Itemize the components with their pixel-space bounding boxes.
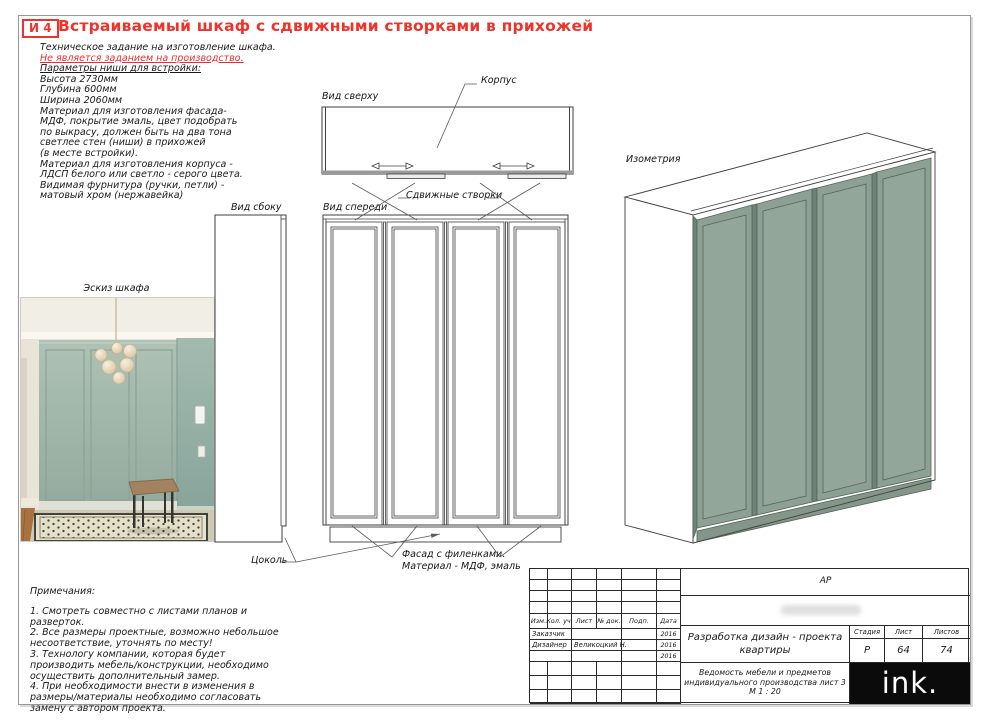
photo-room <box>21 298 214 541</box>
sketch-photo-label: Эскиз шкафа <box>83 283 150 294</box>
empty-cell <box>572 602 597 614</box>
empty-cell <box>572 580 597 591</box>
empty-cell <box>548 569 572 580</box>
callout-facade-line2: Материал - МДФ, эмаль <box>402 561 521 572</box>
spec-line: Видимая фурнитура (ручки, петли) - <box>40 179 225 191</box>
col-header: № док. <box>597 614 622 629</box>
empty-cell <box>622 591 657 602</box>
title-block <box>529 568 969 703</box>
empty-cell <box>572 676 597 690</box>
spec-line: Параметры ниши для встройки: <box>40 63 202 75</box>
view-label-front: Вид спереди <box>323 202 388 213</box>
note-item: 1. Смотреть совместно с листами планов и разверток. <box>30 605 248 628</box>
empty-cell <box>530 580 548 591</box>
row-date: 2016 <box>657 651 681 662</box>
row-name <box>572 651 622 662</box>
callout-sliding-doors: Сдвижные створки <box>406 190 503 201</box>
empty-cell <box>572 569 597 580</box>
row-sign <box>622 651 657 662</box>
empty-cell <box>548 602 572 614</box>
empty-cell <box>530 690 548 704</box>
empty-cell <box>657 602 681 614</box>
col-header: Изм. <box>530 614 548 629</box>
row-sign <box>622 640 657 651</box>
spec-line: светлее стен (ниши) в прихожей <box>40 137 206 149</box>
col-header: Дата <box>657 614 681 629</box>
empty-cell <box>548 690 572 704</box>
sheets-total: 74 <box>923 639 970 663</box>
callout-plinth: Цоколь <box>251 555 288 566</box>
spec-line: по выкрасу, должен быть на два тона <box>40 126 232 138</box>
empty-cell <box>548 580 572 591</box>
empty-cell <box>597 591 622 602</box>
empty-cell <box>530 602 548 614</box>
spec-line-height: Высота 2730мм <box>40 73 118 85</box>
empty-cell <box>657 690 681 704</box>
empty-cell <box>622 569 657 580</box>
spec-line: Техническое задание на изготовление шкафа. <box>40 42 276 53</box>
doc-line: Ведомость мебели и предметов <box>698 668 832 677</box>
notes-heading: Примечания: <box>30 586 96 597</box>
view-label-iso: Изометрия <box>626 154 681 165</box>
empty-cell <box>530 591 548 602</box>
hallway-photo <box>20 297 215 542</box>
view-label-top: Вид сверху <box>322 91 379 102</box>
project-title-cell <box>681 626 850 663</box>
front-view-drawing <box>323 215 568 542</box>
row-date: 2016 <box>657 640 681 651</box>
row-date: 2016 <box>657 629 681 640</box>
project-line: Разработка дизайн - проекта <box>687 632 843 643</box>
col-header: Кол. уч. <box>548 614 572 629</box>
spec-line: ЛДСП белого или светло - серого цвета. <box>40 169 243 181</box>
spec-line-width: Ширина 2060мм <box>40 94 123 106</box>
col-header: Лист <box>572 614 597 629</box>
empty-cell <box>657 569 681 580</box>
spec-line: Материал для изготовления корпуса - <box>40 158 233 170</box>
empty-cell <box>597 580 622 591</box>
view-label-side: Вид сбоку <box>231 202 282 213</box>
row-role: Заказчик <box>530 629 572 640</box>
doc-line: индивидуального производства лист 3 <box>684 677 846 687</box>
empty-cell <box>530 569 548 580</box>
note-item: 2. Все размеры проектные, возможно небольшое несоответствие, уточнять по месту! <box>30 627 279 650</box>
photo-floor <box>21 508 214 541</box>
spec-line-depth: Глубина 600мм <box>40 84 117 96</box>
empty-cell <box>622 690 657 704</box>
empty-cell <box>622 676 657 690</box>
side-view-drawing <box>215 215 286 542</box>
sheet-label: Лист <box>885 626 923 639</box>
empty-cell <box>597 676 622 690</box>
empty-cell <box>572 662 597 676</box>
section-code-cell: АР <box>681 569 970 596</box>
callout-facade-line1: Фасад с филенками. <box>402 549 506 560</box>
empty-cell <box>622 602 657 614</box>
empty-cell <box>548 676 572 690</box>
empty-cell <box>657 591 681 602</box>
sheet-number: 64 <box>885 639 923 663</box>
row-sign <box>622 629 657 640</box>
empty-cell <box>572 591 597 602</box>
stage-value: Р <box>850 639 885 663</box>
empty-cell <box>597 569 622 580</box>
empty-cell <box>530 676 548 690</box>
empty-cell <box>548 662 572 676</box>
empty-cell <box>657 580 681 591</box>
spec-warning-line: Не является заданием на производство. <box>40 52 244 64</box>
row-role <box>530 651 572 662</box>
erased-text-smudge <box>781 605 861 615</box>
stage-label: Стадия <box>850 626 885 639</box>
note-item: 3. Технологу компании, которая будет производить мебель/конструкции, необходимо осуществить дополнительный замер. <box>30 648 269 682</box>
empty-cell <box>622 580 657 591</box>
top-view-drawing <box>322 107 573 179</box>
row-name <box>572 629 622 640</box>
empty-cell <box>597 690 622 704</box>
revision-table <box>530 569 681 704</box>
spec-line: (в месте встройки). <box>40 147 138 159</box>
doc-code-badge: И 4 <box>22 19 59 38</box>
empty-cell <box>572 690 597 704</box>
col-header: Подп. <box>622 614 657 629</box>
ink-logo: ink. <box>850 663 970 704</box>
sheets-label: Листов <box>923 626 970 639</box>
empty-cell <box>530 662 548 676</box>
empty-cell <box>548 591 572 602</box>
notes-block <box>30 587 284 715</box>
row-role: Дизайнер <box>530 640 572 651</box>
technical-drawing-svg <box>200 60 980 580</box>
note-item: 4. При необходимости внести в изменения в размеры/материалы необходимо согласовать замену с автором проекта. <box>30 681 262 714</box>
isometric-view-drawing <box>625 133 935 543</box>
row-name: Великоцкий Н. <box>572 640 622 651</box>
empty-cell <box>657 662 681 676</box>
document-name-cell <box>681 663 850 704</box>
empty-cell <box>657 676 681 690</box>
page-title: Встраиваемый шкаф с сдвижными створками в прихожей <box>58 17 594 35</box>
spec-line: Материал для изготовления фасада- <box>40 105 227 117</box>
erased-note-cell <box>681 596 970 626</box>
doc-line: М 1 : 20 <box>749 687 781 697</box>
spec-line: МДФ, покрытие эмаль, цвет подобрать <box>40 116 238 128</box>
empty-cell <box>622 662 657 676</box>
spec-line: матовый хром (нержавейка) <box>40 190 184 202</box>
empty-cell <box>597 662 622 676</box>
project-line: квартиры <box>739 644 791 656</box>
empty-cell <box>597 602 622 614</box>
callout-body: Корпус <box>481 75 517 86</box>
